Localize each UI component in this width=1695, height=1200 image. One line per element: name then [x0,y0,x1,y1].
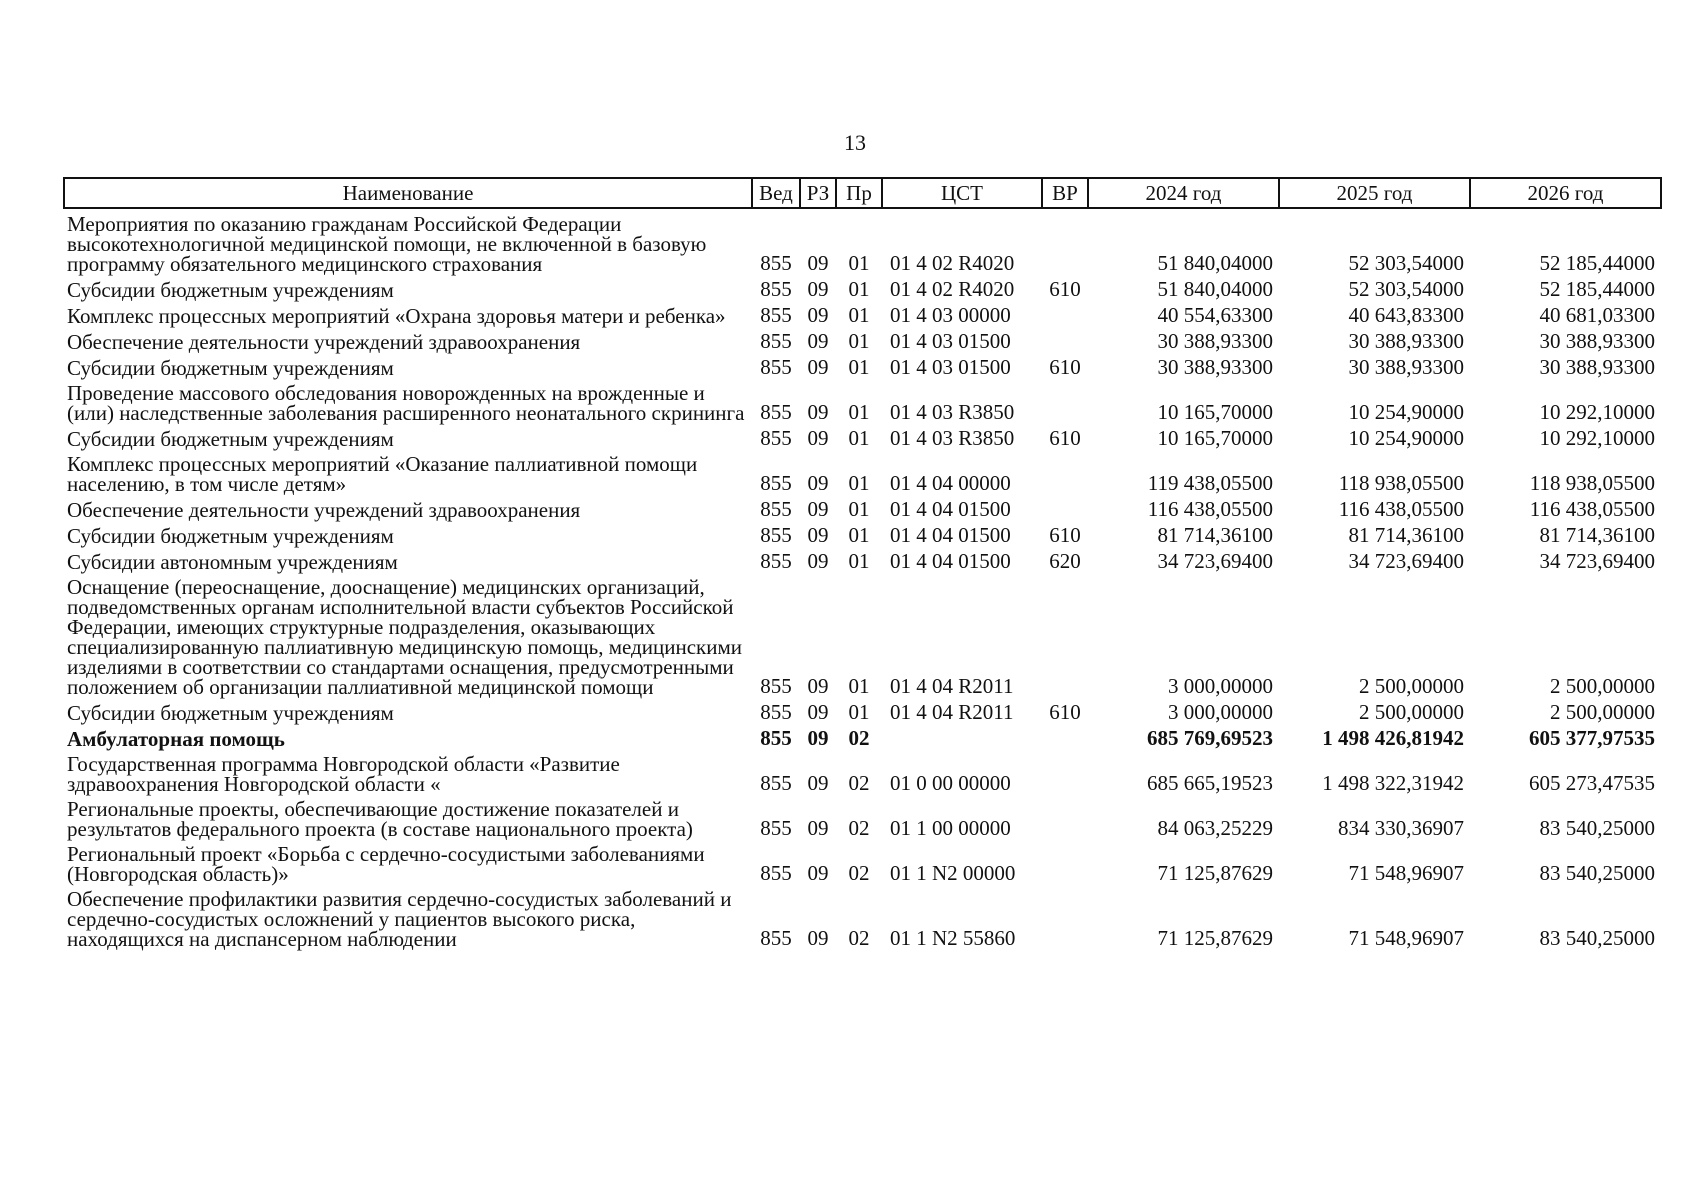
cell-cst: 01 4 04 01500 [890,549,1011,573]
cell-pr: 02 [848,771,870,795]
cell-pr: 01 [848,523,870,547]
cell-ved: 855 [760,400,792,424]
cell-2025: 34 723,69400 [1348,549,1464,573]
table-row [64,697,1661,723]
cell-cst: 01 4 04 R2011 [890,700,1014,724]
cell-2026: 30 388,93300 [1539,355,1655,379]
cell-2025: 10 254,90000 [1348,426,1464,450]
cell-cst: 01 4 03 01500 [890,355,1011,379]
cell-vr: 610 [1049,523,1081,547]
cell-2024: 3 000,00000 [1168,674,1273,698]
cell-ved: 855 [760,523,792,547]
cell-pr: 01 [848,355,870,379]
cell-vr [1042,572,1088,697]
table-row [64,352,1661,378]
cell-vr [1042,794,1088,839]
cell-rz: 09 [807,926,829,950]
table-row [64,546,1661,572]
cell-pr: 02 [848,726,870,750]
cell-cst: 01 4 03 R3850 [890,400,1015,424]
cell-2024: 30 388,93300 [1157,329,1273,353]
cell-rz: 09 [807,303,829,327]
table-row [64,749,1661,794]
cell-2026: 52 185,44000 [1539,251,1655,275]
cell-rz: 09 [807,523,829,547]
cell-ved: 855 [760,926,792,950]
cell-cst: 01 4 02 R4020 [890,251,1015,275]
cell-ved: 855 [760,861,792,885]
cell-2025: 30 388,93300 [1348,329,1464,353]
cell-2024: 10 165,70000 [1157,400,1273,424]
cell-ved: 855 [760,549,792,573]
cell-ved: 855 [760,816,792,840]
cell-vr: 610 [1049,277,1081,301]
cell-ved: 855 [760,303,792,327]
cell-rz: 09 [807,497,829,521]
cell-2026: 2 500,00000 [1550,700,1655,724]
cell-2024: 34 723,69400 [1157,549,1273,573]
cell-pr: 01 [848,329,870,353]
cell-2024: 71 125,87629 [1157,926,1273,950]
cell-2026: 83 540,25000 [1539,816,1655,840]
cell-vr [1042,723,1088,749]
cell-name: Региональные проекты, обеспечивающие достижение показателей и результатов федерального проекта (в составе национального проекта) [67,797,693,841]
cell-2026: 52 185,44000 [1539,277,1655,301]
cell-2025: 40 643,83300 [1348,303,1464,327]
header-rz: РЗ [800,178,836,208]
cell-2026: 605 273,47535 [1529,771,1655,795]
cell-vr: 610 [1049,700,1081,724]
cell-vr [1042,839,1088,884]
cell-rz: 09 [807,816,829,840]
table-row [64,423,1661,449]
cell-2026: 116 438,05500 [1529,497,1655,521]
table-body [64,208,1661,949]
cell-name: Субсидии бюджетным учреждениям [67,427,394,451]
table-row [64,449,1661,494]
budget-table [63,177,1662,949]
cell-cst: 01 4 04 01500 [890,523,1011,547]
cell-name: Субсидии бюджетным учреждениям [67,524,394,548]
cell-vr [1042,326,1088,352]
cell-rz: 09 [807,251,829,275]
cell-vr [1042,300,1088,326]
cell-2024: 51 840,04000 [1157,277,1273,301]
cell-name: Субсидии бюджетным учреждениям [67,701,394,725]
cell-2026: 34 723,69400 [1539,549,1655,573]
cell-cst: 01 1 00 00000 [890,816,1011,840]
header-2024: 2024 год [1088,178,1279,208]
cell-2024: 51 840,04000 [1157,251,1273,275]
cell-2025: 30 388,93300 [1348,355,1464,379]
cell-name: Мероприятия по оказанию гражданам Российской Федерации высокотехнологичной медицинской помощи, не включенной в базовую программу обязательного медицинского страхования [67,212,707,276]
cell-rz: 09 [807,549,829,573]
table-row [64,884,1661,949]
cell-rz: 09 [807,277,829,301]
table-row [64,274,1661,300]
cell-vr [1042,449,1088,494]
table-row [64,378,1661,423]
header-cst: ЦСТ [882,178,1042,208]
cell-pr: 02 [848,926,870,950]
cell-rz: 09 [807,771,829,795]
cell-ved: 855 [760,726,792,750]
cell-2025: 81 714,36100 [1348,523,1464,547]
cell-2024: 81 714,36100 [1157,523,1273,547]
cell-2026: 118 938,05500 [1529,471,1655,495]
cell-name: Субсидии автономным учреждениям [67,550,398,574]
cell-ved: 855 [760,674,792,698]
cell-2024: 3 000,00000 [1168,700,1273,724]
cell-rz: 09 [807,400,829,424]
cell-cst: 01 4 03 R3850 [890,426,1015,450]
cell-cst: 01 4 04 R2011 [890,674,1014,698]
cell-name: Комплекс процессных мероприятий «Оказание паллиативной помощи населению, в том числе детям» [67,452,698,496]
cell-ved: 855 [760,329,792,353]
cell-pr: 01 [848,277,870,301]
table-row [64,520,1661,546]
cell-rz: 09 [807,355,829,379]
cell-2025: 52 303,54000 [1348,277,1464,301]
table-row [64,208,1661,274]
header-pr: Пр [836,178,882,208]
table-row [64,494,1661,520]
header-2026: 2026 год [1470,178,1661,208]
cell-name: Государственная программа Новгородской области «Развитие здравоохранения Новгородской области « [67,752,620,796]
cell-ved: 855 [760,771,792,795]
cell-pr: 01 [848,700,870,724]
cell-name: Оснащение (переоснащение, дооснащение) медицинских организаций, подведомственных органам исполнительной власти субъектов Российской Федерации, имеющих структурные подразделения, оказывающих специализированную паллиативную медицинскую помощь, медицинскими изделиями в соответствии со стандартами оснащения, предусмотренными положением об организации паллиативной медицинской помощи [67,575,742,699]
cell-2024: 116 438,05500 [1147,497,1273,521]
cell-2024: 685 769,69523 [1147,726,1273,750]
cell-name: Региональный проект «Борьба с сердечно-сосудистыми заболеваниями (Новгородская область)» [67,842,705,886]
cell-2024: 10 165,70000 [1157,426,1273,450]
cell-2024: 71 125,87629 [1157,861,1273,885]
header-2025: 2025 год [1279,178,1470,208]
cell-2024: 84 063,25229 [1157,816,1273,840]
table-row [64,572,1661,697]
header-vr: ВР [1042,178,1088,208]
header-name: Наименование [64,178,752,208]
table-header [64,178,1661,208]
cell-name: Обеспечение деятельности учреждений здравоохранения [67,498,581,522]
cell-2026: 30 388,93300 [1539,329,1655,353]
cell-ved: 855 [760,251,792,275]
cell-2026: 10 292,10000 [1539,426,1655,450]
table-row [64,300,1661,326]
cell-cst: 01 4 04 01500 [890,497,1011,521]
cell-rz: 09 [807,861,829,885]
cell-2025: 52 303,54000 [1348,251,1464,275]
cell-2025: 834 330,36907 [1338,816,1464,840]
cell-2025: 1 498 426,81942 [1322,726,1464,750]
cell-ved: 855 [760,471,792,495]
cell-2025: 116 438,05500 [1338,497,1464,521]
cell-vr: 620 [1049,549,1081,573]
cell-ved: 855 [760,497,792,521]
cell-name: Комплекс процессных мероприятий «Охрана здоровья матери и ребенка» [67,304,726,328]
cell-2024: 685 665,19523 [1147,771,1273,795]
cell-ved: 855 [760,700,792,724]
cell-name: Субсидии бюджетным учреждениям [67,278,394,302]
cell-pr: 01 [848,251,870,275]
cell-2026: 83 540,25000 [1539,926,1655,950]
cell-2026: 2 500,00000 [1550,674,1655,698]
cell-name: Обеспечение профилактики развития сердечно-сосудистых заболеваний и сердечно-сосудистых осложнений у пациентов высокого риска, находящихся на диспансерном наблюдении [67,887,732,951]
cell-name: Обеспечение деятельности учреждений здравоохранения [67,330,581,354]
cell-2025: 2 500,00000 [1359,674,1464,698]
cell-vr [1042,378,1088,423]
cell-cst [882,723,1042,749]
cell-rz: 09 [807,426,829,450]
cell-vr [1042,749,1088,794]
cell-rz: 09 [807,700,829,724]
cell-2026: 40 681,03300 [1539,303,1655,327]
cell-cst: 01 4 04 00000 [890,471,1011,495]
cell-pr: 01 [848,674,870,698]
cell-pr: 02 [848,816,870,840]
cell-pr: 01 [848,426,870,450]
cell-2025: 1 498 322,31942 [1322,771,1464,795]
cell-vr: 610 [1049,426,1081,450]
cell-name: Амбулаторная помощь [67,727,285,751]
cell-pr: 02 [848,861,870,885]
table-row [64,723,1661,749]
cell-ved: 855 [760,426,792,450]
cell-2026: 605 377,97535 [1529,726,1655,750]
cell-pr: 01 [848,303,870,327]
cell-pr: 01 [848,549,870,573]
cell-2026: 81 714,36100 [1539,523,1655,547]
cell-vr [1042,884,1088,949]
cell-pr: 01 [848,471,870,495]
cell-vr: 610 [1049,355,1081,379]
header-ved: Вед [752,178,800,208]
cell-rz: 09 [807,471,829,495]
cell-rz: 09 [807,674,829,698]
cell-2024: 30 388,93300 [1157,355,1273,379]
cell-cst: 01 1 N2 55860 [890,926,1016,950]
cell-cst: 01 4 03 00000 [890,303,1011,327]
cell-cst: 01 4 03 01500 [890,329,1011,353]
table-row [64,326,1661,352]
cell-ved: 855 [760,355,792,379]
cell-rz: 09 [807,329,829,353]
cell-pr: 01 [848,400,870,424]
cell-vr [1042,494,1088,520]
page-number: 13 [844,130,866,155]
cell-ved: 855 [760,277,792,301]
cell-2024: 40 554,63300 [1157,303,1273,327]
cell-vr [1042,208,1088,274]
cell-2024: 119 438,05500 [1147,471,1273,495]
cell-2025: 2 500,00000 [1359,700,1464,724]
cell-rz: 09 [807,726,829,750]
cell-2025: 10 254,90000 [1348,400,1464,424]
cell-cst: 01 0 00 00000 [890,771,1011,795]
cell-cst: 01 4 02 R4020 [890,277,1015,301]
cell-2025: 118 938,05500 [1338,471,1464,495]
cell-name: Субсидии бюджетным учреждениям [67,356,394,380]
table-row [64,794,1661,839]
cell-2025: 71 548,96907 [1348,861,1464,885]
cell-2026: 83 540,25000 [1539,861,1655,885]
cell-pr: 01 [848,497,870,521]
cell-cst: 01 1 N2 00000 [890,861,1016,885]
cell-2025: 71 548,96907 [1348,926,1464,950]
table-row [64,839,1661,884]
cell-name: Проведение массового обследования новорожденных на врожденные и (или) наследственные заболевания расширенного неонатального скрининга [67,381,745,425]
cell-2026: 10 292,10000 [1539,400,1655,424]
